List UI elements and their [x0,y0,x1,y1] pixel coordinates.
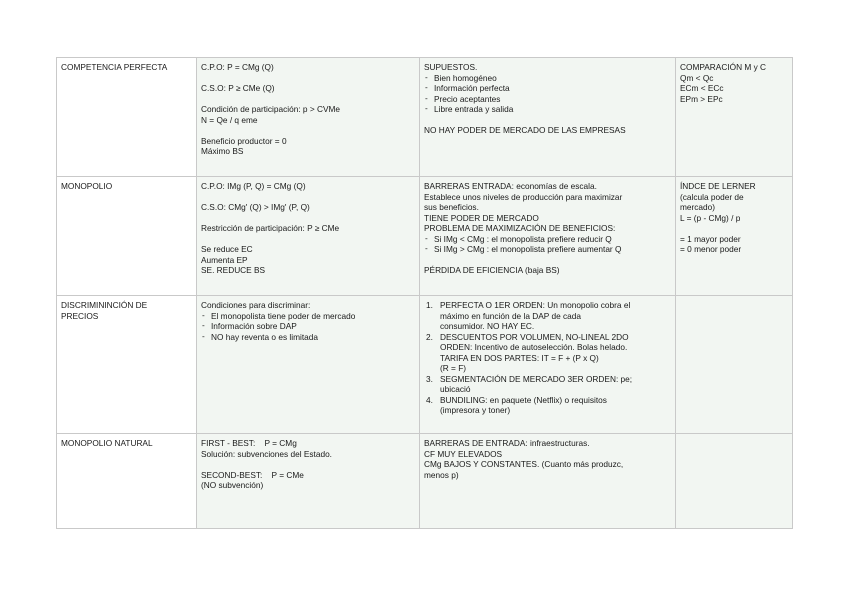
spacer [201,234,415,245]
assumption-list [424,73,671,115]
text-line: (calcula poder de [680,191,744,202]
summary-table [56,57,793,529]
text-line: BARRERAS ENTRADA: economías de escala. [424,181,597,191]
text-line: ÍNDCE DE LERNER [680,181,756,191]
text-line: DESCUENTOS POR VOLUMEN, NO-LINEAL 2DO [440,331,629,342]
item-number: 1. [426,300,433,310]
text-line: ORDEN: Incentivo de autoselección. Bolas helado. [440,342,628,352]
text-line: COMPARACIÓN M y C [680,62,767,72]
row-title: MONOPOLIO [61,181,113,191]
text-line: menos p) [424,469,459,480]
item-number: 3. [426,373,433,384]
text-line: PROBLEMA DE MAXIMIZACIÓN DE BENEFICIOS: [424,223,616,233]
text-line: = 0 menor poder [680,244,742,254]
text-line: Beneficio productor = 0 [201,135,287,146]
spacer [201,459,415,470]
comparison-cell [676,58,793,177]
spacer [201,125,415,136]
text-line: Se reduce EC [201,244,253,254]
text-line: sus beneficios. [424,202,479,212]
text-line: Solución: subvenciones del Estado. [201,448,332,459]
row-discriminacion-precios [57,296,793,434]
lerner-cell [676,177,793,296]
conditions-cell [197,434,420,529]
text-line: (NO subvención) [201,480,264,490]
empty-cell [676,296,793,434]
text-line: (impresora y toner) [440,405,511,415]
spacer [424,115,671,126]
list-item: ‐ Si IMg < CMg : el monopolista prefiere reducir Q [424,234,671,245]
barriers-cell [420,434,676,529]
text-line: C.P.O: IMg (P, Q) = CMg (Q) [201,181,306,191]
conditions-cell [197,58,420,177]
text-line: Máximo BS [201,146,244,156]
maximization-list [424,234,671,255]
row-monopolio-natural [57,434,793,529]
list-item [424,395,671,416]
text-line: N = Qe / q eme [201,114,258,125]
text-line: = 1 mayor poder [680,233,741,244]
spacer [424,255,671,266]
list-item: ‐ Si IMg > CMg : el monopolista prefiere aumentar Q [424,244,671,255]
text-line: SEGMENTACIÓN DE MERCADO 3ER ORDEN: pe; [440,373,633,384]
row-title: DISCRIMININCIÓN DE [61,300,148,310]
conditions-cell [197,296,420,434]
item-number: 2. [426,331,433,342]
spacer [680,223,788,234]
row-title-cell [57,296,197,434]
section-heading: SUPUESTOS. [424,62,478,72]
text-line: EPm > EPc [680,93,723,104]
text-line: (R = F) [440,363,467,373]
conditions-cell [197,177,420,296]
text-line: PERFECTA O 1ER ORDEN: Un monopolio cobra el [440,300,631,310]
row-monopolio [57,177,793,296]
text-line: Aumenta EP [201,254,248,265]
text-line: mercado) [680,202,716,212]
text-line: L = (p - CMg) / p [680,212,741,223]
text-line: TARIFA EN DOS PARTES: IT = F + (P x Q) [440,352,599,363]
spacer [201,192,415,203]
spacer [201,213,415,224]
section-heading: Condiciones para discriminar: [201,300,311,310]
conditions-list [201,311,415,343]
text-line: BARRERAS DE ENTRADA: infraestructuras. [424,438,590,448]
text-line: SECOND-BEST: P = CMe [201,469,304,480]
list-item: ‐ Información perfecta [424,83,671,94]
text-line: BUNDILING: en paquete (Netflix) o requisitos [440,394,607,405]
row-title: MONOPOLIO NATURAL [61,438,153,448]
text-line: Restricción de participación: P ≥ CMe [201,223,340,233]
text-line: Qm < Qc [680,72,714,83]
text-line: CMg BAJOS Y CONSTANTES. (Cuanto más produzc, [424,459,624,469]
list-item: ‐ Precio aceptantes [424,94,671,105]
text-line: Establece unos niveles de producción para maximizar [424,191,623,202]
list-item: ‐ El monopolista tiene poder de mercado [201,311,415,322]
text-line: C.S.O: P ≥ CMe (Q) [201,83,275,93]
row-title: COMPETENCIA PERFECTA [61,62,168,72]
row-title-cell [57,58,197,177]
text-line: CF MUY ELEVADOS [424,448,503,459]
text-line: C.S.O: CMg' (Q) > IMg' (P, Q) [201,202,310,212]
list-item [424,374,671,395]
degrees-list [424,300,671,416]
row-title-cell [57,434,197,529]
list-item [424,300,671,332]
text-line: ubicació [440,384,471,394]
text-line: consumidor. NO HAY EC. [440,321,535,331]
empty-cell [676,434,793,529]
row-competencia-perfecta [57,58,793,177]
text-line: PÉRDIDA DE EFICIENCIA (baja BS) [424,265,560,275]
item-number: 4. [426,394,433,405]
text-line: ECm < ECc [680,83,724,93]
degrees-cell [420,296,676,434]
list-item: ‐ Bien homogéneo [424,73,671,84]
text-line: Condición de participación: p > CVMe [201,104,341,114]
text-line: TIENE PODER DE MERCADO [424,212,539,223]
text-line: C.P.O: P = CMg (Q) [201,62,274,72]
barriers-cell [420,177,676,296]
row-title-cell [57,177,197,296]
list-item: ‐ Libre entrada y salida [424,104,671,115]
text-line: FIRST - BEST: P = CMg [201,438,297,448]
assumptions-cell [420,58,676,177]
text-line: máximo en función de la DAP de cada [440,310,581,321]
row-title: PRECIOS [61,310,99,321]
list-item: ‐ NO hay reventa o es limitada [201,332,415,343]
list-item [424,332,671,374]
spacer [201,73,415,84]
list-item: ‐ Información sobre DAP [201,321,415,332]
text-line: SE. REDUCE BS [201,265,266,275]
text-line: NO HAY PODER DE MERCADO DE LAS EMPRESAS [424,125,626,135]
spacer [201,94,415,105]
